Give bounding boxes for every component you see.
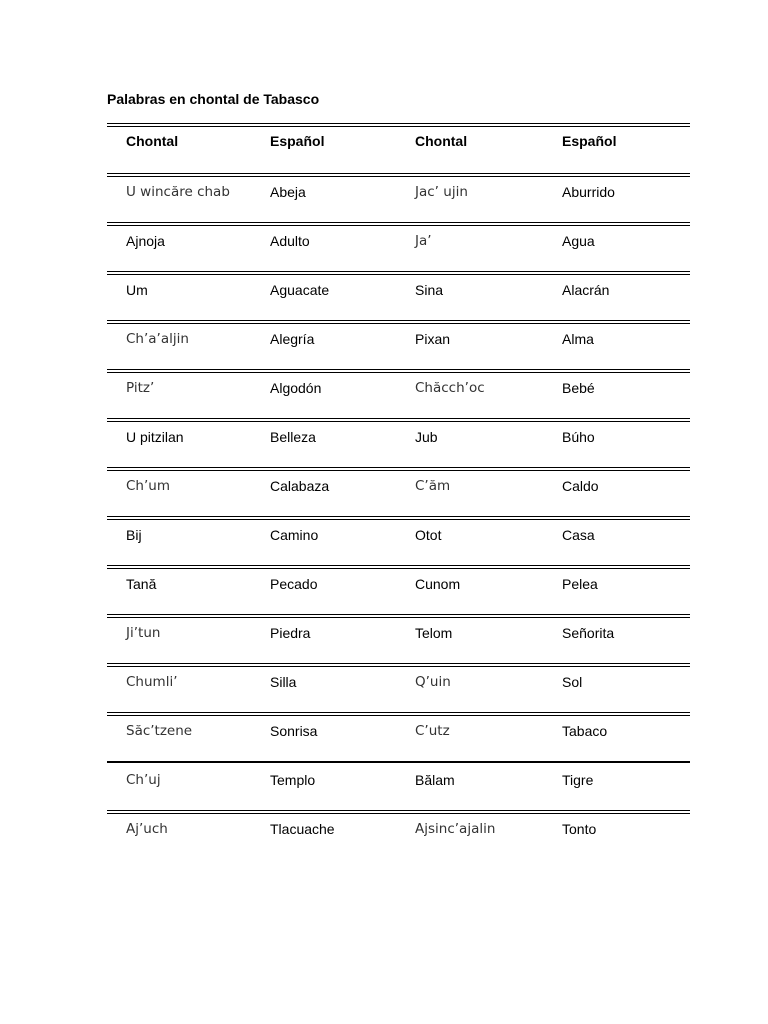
cell-chontal-1: Aj’uch xyxy=(126,821,168,837)
cell-espanol-1: Algodón xyxy=(270,380,322,396)
cell-espanol-1: Abeja xyxy=(270,184,306,200)
cell-espanol-2: Casa xyxy=(562,527,595,543)
cell-espanol-2: Pelea xyxy=(562,576,598,592)
table-row xyxy=(107,320,690,369)
cell-espanol-1: Pecado xyxy=(270,576,318,592)
table-row xyxy=(107,516,690,565)
table-row xyxy=(107,614,690,663)
cell-espanol-1: Adulto xyxy=(270,233,310,249)
table-rule xyxy=(107,565,690,569)
cell-espanol-2: Tonto xyxy=(562,821,597,837)
cell-chontal-2: Ja’ xyxy=(415,233,432,249)
cell-chontal-1: U wincăre chab xyxy=(126,184,230,200)
cell-espanol-2: Sol xyxy=(562,674,583,690)
cell-chontal-1: Um xyxy=(126,282,148,298)
table-row xyxy=(107,810,690,859)
cell-espanol-1: Aguacate xyxy=(270,282,330,298)
cell-chontal-2: Cunom xyxy=(415,576,461,592)
cell-espanol-2: Búho xyxy=(562,429,595,445)
cell-chontal-2: C’ăm xyxy=(415,478,451,494)
table-rule xyxy=(107,663,690,667)
table-rule xyxy=(107,810,690,814)
header-espanol-1: Español xyxy=(270,133,325,149)
cell-chontal-2: Telom xyxy=(415,625,453,641)
table-rule xyxy=(107,516,690,520)
cell-espanol-2: Agua xyxy=(562,233,595,249)
table-row xyxy=(107,173,690,222)
cell-espanol-2: Señorita xyxy=(562,625,615,641)
table-row xyxy=(107,565,690,614)
table-rule xyxy=(107,271,690,275)
cell-chontal-2: Bălam xyxy=(415,772,455,788)
vocabulary-table xyxy=(107,123,690,859)
cell-chontal-2: Chăcch’oc xyxy=(415,380,485,396)
cell-chontal-1: U pitzilan xyxy=(126,429,184,445)
table-rule xyxy=(107,320,690,324)
table-rule xyxy=(107,123,690,127)
cell-chontal-1: Ch’uj xyxy=(126,772,161,788)
table-header-row xyxy=(107,123,690,173)
cell-espanol-1: Tlacuache xyxy=(270,821,335,837)
table-rule xyxy=(107,173,690,177)
table-rule xyxy=(107,614,690,618)
table-body xyxy=(107,173,690,859)
cell-espanol-2: Alma xyxy=(562,331,594,347)
cell-espanol-1: Belleza xyxy=(270,429,316,445)
cell-espanol-1: Calabaza xyxy=(270,478,330,494)
table-rule xyxy=(107,712,690,716)
table-rule xyxy=(107,761,690,763)
cell-chontal-2: Jub xyxy=(415,429,438,445)
cell-chontal-1: Bij xyxy=(126,527,142,543)
table-row xyxy=(107,271,690,320)
table-rule xyxy=(107,418,690,422)
cell-espanol-1: Alegría xyxy=(270,331,315,347)
table-row xyxy=(107,369,690,418)
cell-chontal-2: Otot xyxy=(415,527,442,543)
table-rule xyxy=(107,369,690,373)
cell-espanol-2: Aburrido xyxy=(562,184,615,200)
cell-espanol-1: Silla xyxy=(270,674,297,690)
page-title: Palabras en chontal de Tabasco xyxy=(107,91,320,107)
cell-chontal-2: Jac’ ujin xyxy=(415,184,468,200)
header-chontal-2: Chontal xyxy=(415,133,468,149)
cell-espanol-1: Camino xyxy=(270,527,319,543)
cell-chontal-2: Pixan xyxy=(415,331,451,347)
cell-chontal-1: Tană xyxy=(126,576,157,592)
cell-espanol-2: Caldo xyxy=(562,478,599,494)
header-chontal-1: Chontal xyxy=(126,133,179,149)
table-row xyxy=(107,222,690,271)
table-rule xyxy=(107,467,690,471)
cell-chontal-2: C’utz xyxy=(415,723,450,739)
cell-chontal-1: Ajnoja xyxy=(126,233,165,249)
header-espanol-2: Español xyxy=(562,133,617,149)
cell-espanol-1: Sonrisa xyxy=(270,723,318,739)
cell-chontal-1: Chumli’ xyxy=(126,674,178,690)
cell-chontal-1: Pitz’ xyxy=(126,380,155,396)
cell-chontal-2: Sina xyxy=(415,282,444,298)
table-row xyxy=(107,467,690,516)
cell-espanol-2: Alacrán xyxy=(562,282,610,298)
cell-chontal-1: Săc’tzene xyxy=(126,723,193,739)
cell-chontal-2: Q’uin xyxy=(415,674,451,690)
cell-chontal-1: Ch’a’aljin xyxy=(126,331,189,347)
table-row xyxy=(107,761,690,810)
cell-espanol-2: Tigre xyxy=(562,772,594,788)
table-row xyxy=(107,418,690,467)
table-row xyxy=(107,663,690,712)
cell-chontal-1: Ch’um xyxy=(126,478,170,494)
cell-espanol-2: Bebé xyxy=(562,380,595,396)
cell-espanol-1: Piedra xyxy=(270,625,311,641)
cell-espanol-2: Tabaco xyxy=(562,723,608,739)
cell-chontal-2: Ajsinc’ajalin xyxy=(415,821,496,837)
table-rule xyxy=(107,222,690,226)
cell-espanol-1: Templo xyxy=(270,772,316,788)
cell-chontal-1: Ji’tun xyxy=(126,625,161,641)
table-row xyxy=(107,712,690,761)
